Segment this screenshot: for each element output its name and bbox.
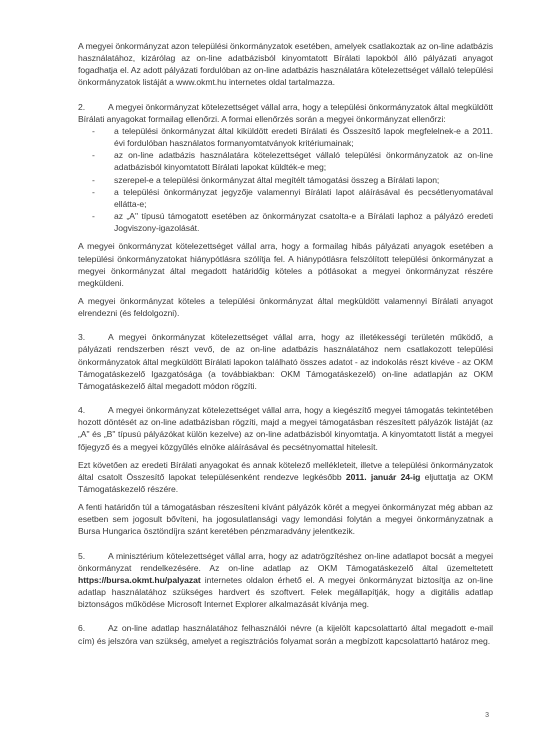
section-5-text-end: internetes oldalon érhető el. A megyei önkormányzat biztosítja az on-line adatlap használatához szükséges hardvert és szoftvert. Felek megállapítják, hogy a digitális adatlap biztonságos működése Microsoft Internet Explorer alkalmazását kívánja meg. [78, 574, 493, 610]
checklist-item: - az on-line adatbázis használatára kötelezettséget vállaló települési önkormányzatok az on-line adatbázisból kinyomtatott Bírálati lapokat küldték-e meg; [92, 149, 493, 173]
section-6-paragraph [78, 622, 493, 646]
section-3-text: A megyei önkormányzat kötelezettséget vállal arra, hogy az illetékességi területén működő, a pályázati rendszerben részt vevő, de az on-line adatbázis használatához nem csatlakozott települési önkormányzatok által megküldött Bírálati lapokon található összes adatot - az indokolás részt kivéve - az OKM Támogatáskezelő Igazgatósága (a továbbiakban: OKM Támogatáskezelő) on-line adatlapján az OKM Támogatáskezelő által megadott módon rögzíti. [78, 332, 493, 391]
deadline-text-end: eljuttatja az OKM Támogatáskezelő részére. [78, 471, 493, 494]
section-4-paragraph [78, 404, 493, 453]
page-number: 3 [485, 711, 489, 719]
section-4-text: A megyei önkormányzat kötelezettséget vállal arra, hogy a kiegészítő megyei támogatás tekintetében hozott döntését az on-line adatbázisban rögzíti, majd a megyei támogatásban részesített pályázók listáját (az „A" és „B" típusú pályázókat külön kezelve) az on-line adatbázisból kinyomtatja. A kinyomtatott listát a megyei főjegyző és a megyei közgyűlés elnöke aláírásával és pecsétnyomattal hitelesít. [78, 405, 493, 452]
section-2-text: A megyei önkormányzat kötelezettséget vállal arra, hogy a települési önkormányzatok által megküldött Bírálati anyagokat formailag ellenőrzi. A formai ellenőrzés során a megyei önkormányzat ellenőrzi: [78, 101, 493, 124]
checklist-item: - a települési önkormányzat által kiküldött eredeti Bírálati és Összesítő lapok megfelelnek-e a 2011. évi fordulóban használatos formanyomtatványok kritériumainak; [92, 125, 493, 149]
bursa-url: https://bursa.okmt.hu/palyazat [78, 574, 201, 585]
section-6-text: Az on-line adatlap használatához felhasználói névre (a kijelölt kapcsolattartó által megadott e-mail cím) és jelszóra van szükség, amelyet a regisztrációs folyamat során a megbízott kapcsolattartó határoz meg. [78, 623, 493, 646]
section-2-checklist [78, 125, 493, 234]
section-5-number: 5. [78, 550, 86, 561]
section-6-number: 6. [78, 623, 86, 634]
deadline-date: 2011. január 24-ig [345, 471, 421, 482]
checklist-item: - a települési önkormányzat jegyzője valamennyi Bírálati lapot aláírásával és pecsétlenyomatával ellátta-e; [92, 186, 493, 210]
section-5-text-start: A minisztérium kötelezettséget vállal arra, hogy az adatrögzítéshez on-line adatlapot bocsát a megyei önkormányzat rendelkezésére. Az on-line adatlap az OKM Támogatáskezelő által üzemeltetett [78, 550, 493, 573]
section-4-number: 4. [78, 405, 86, 416]
section-4-deadline-paragraph [78, 459, 493, 495]
checklist-item: - az „A" típusú támogatott esetében az önkormányzat csatolta-e a Bírálati laphoz a pályázó eredeti Jogviszony-igazolását. [92, 210, 493, 234]
section-4-closing: A fenti határidőn túl a támogatásban részesíteni kívánt pályázók körét a megyei önkormányzat még abban az esetben sem jogosult bővíteni, ha jogosulatlansági vagy lemondási folytán a megyei önkormányzatnak a Bursa Hungarica ösztöndíjra szánt keretében pénzmaradvány jelentkezik. [78, 502, 493, 537]
section-2-paragraph [78, 101, 493, 125]
section-2-closing: A megyei önkormányzat köteles a települési önkormányzat által megküldött valamennyi Bírálati anyagot elrendezni (és feldolgozni). [78, 295, 493, 319]
checklist-item: - szerepel-e a települési önkormányzat által megítélt támogatási összeg a Bírálati lapon; [92, 174, 493, 186]
section-3-paragraph [78, 331, 493, 392]
section-3-number: 3. [78, 332, 86, 343]
section-2-number: 2. [78, 101, 86, 112]
section-5-paragraph [78, 550, 493, 611]
section-2-followup: A megyei önkormányzat kötelezettséget vállal arra, hogy a formailag hibás pályázati anyagok esetében a települési önkormányzatokat hiánypótlásra szólítja fel. A hiánypótlásra felszólított települési önkormányzat a megyei önkormányzat által megadott határidőig köteles a pótlásokat a megyei önkormányzat részére megküldeni. [78, 241, 493, 288]
intro-paragraph: A megyei önkormányzat azon települési önkormányzatok esetében, amelyek csatlakoztak az on-line adatbázis használatához, kizárólag az on-line adatbázisból kinyomtatott Bírálati lapokból álló pályázati anyagot fogadhatja el. Az adott pályázati fordulóban az on-line adatbázis használatára kötelezettséget vállaló települési önkormányzatok listáját a www.okmt.hu internetes oldal tartalmazza. [78, 41, 493, 88]
deadline-text-start: Ezt követően az eredeti Bírálati anyagokat és annak kötelező mellékleteit, illetve a települési önkormányzatok által csatolt Összesítő lapokat településenként rendezve legkésőbb [78, 459, 493, 482]
